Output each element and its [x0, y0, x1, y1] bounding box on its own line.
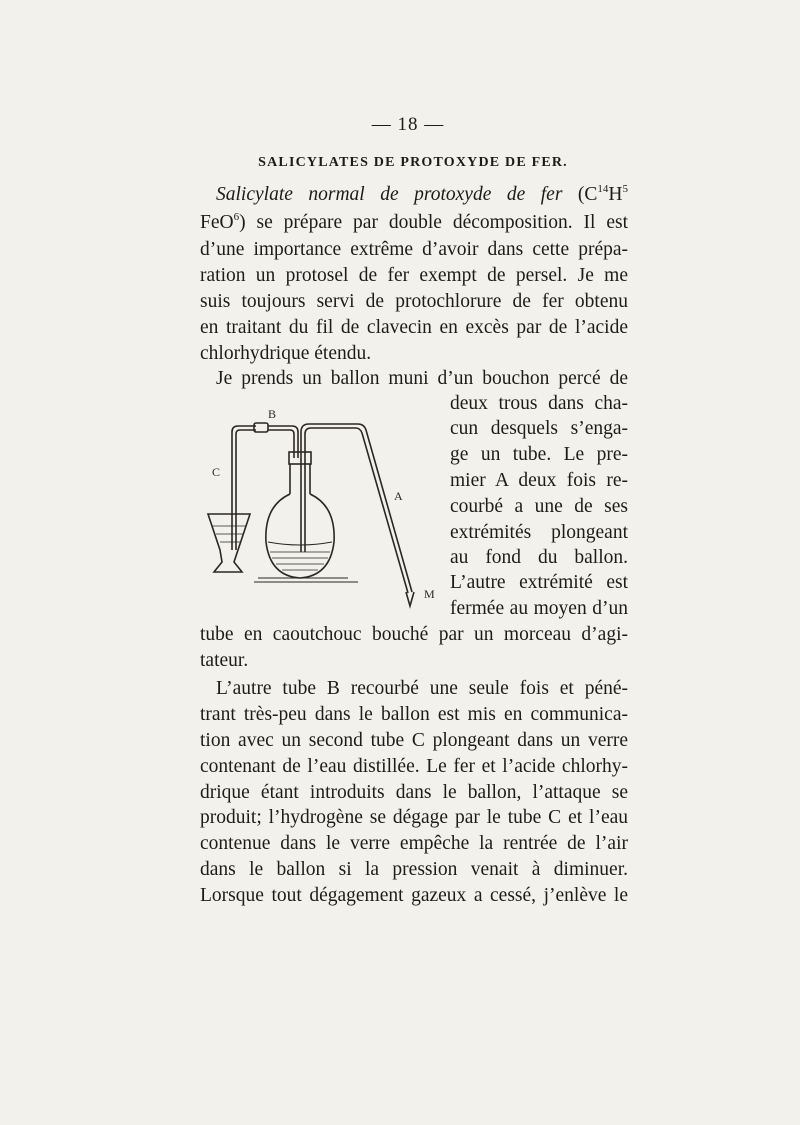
- apparatus-illustration: [198, 402, 448, 612]
- paragraph-2-side-line-5: courbé a une de ses: [450, 496, 628, 517]
- label-c: C: [212, 465, 221, 479]
- label-m: M: [424, 587, 435, 601]
- stopper: [289, 452, 311, 464]
- flask: [266, 494, 334, 578]
- italic-title: Salicylate normal de protoxyde de fer: [216, 184, 563, 205]
- paragraph-1-line-7: chlorhydrique étendu.: [200, 343, 372, 364]
- paragraph-2-line-1: Je prends un ballon muni d’un bouchon percé de: [216, 368, 628, 389]
- paragraph-3-line-1: L’autre tube B recourbé une seule fois et péné-: [216, 678, 628, 699]
- paragraph-1-line-5: suis toujours servi de protochlorure de fer obtenu: [200, 291, 628, 312]
- paragraph-1-line-2: FeO$^6$) se prépare par double décomposition. Il est: [200, 211, 628, 233]
- paragraph-2-side-line-9: fermée au moyen d’un: [450, 598, 628, 619]
- paragraph-2-side-line-8: L’autre extrémité est: [450, 572, 628, 593]
- label-a: A: [394, 489, 403, 503]
- paragraph-2-line-11: tube en caoutchouc bouché par un morceau d’agi-: [200, 624, 628, 645]
- paragraph-3-line-6: produit; l’hydrogène se dégage par le tube C et l’eau: [200, 807, 628, 828]
- apparatus-drawing: [198, 402, 448, 612]
- paragraph-1-line-4: ration un protosel de fer exempt de persel. Je me: [200, 265, 628, 286]
- paragraph-3-line-9: Lorsque tout dégagement gazeux a cessé, j’enlève le: [200, 885, 628, 906]
- paragraph-3-line-5: drique étant introduits dans le ballon, l’attaque se: [200, 782, 628, 803]
- paragraph-1-line-1: Salicylate normal de protoxyde de fer ($C^{14}H^5$: [216, 183, 628, 205]
- paragraph-3-line-2: trant très-peu dans le ballon est mis en communica-: [200, 704, 628, 725]
- paragraph-3-line-7: contenue dans le verre empêche la rentrée de l’air: [200, 833, 628, 854]
- paragraph-3-line-4: contenant de l’eau distillée. Le fer et l’acide chlorhy-: [200, 756, 628, 777]
- paragraph-2-side-line-4: mier A deux fois re-: [450, 470, 628, 491]
- paragraph-3-line-8: dans le ballon si la pression venait à diminuer.: [200, 859, 628, 880]
- connector-b: [254, 423, 268, 432]
- end-m: [406, 592, 414, 606]
- label-b: B: [268, 407, 277, 421]
- paragraph-2-side-line-1: deux trous dans cha-: [450, 393, 628, 414]
- paragraph-2-side-line-3: ge un tube. Le pre-: [450, 444, 628, 465]
- tube-a: [301, 424, 412, 592]
- paragraph-2-side-line-7: au fond du ballon.: [450, 547, 628, 568]
- paragraph-2-side-line-6: extrémités plongeant: [450, 522, 628, 543]
- paragraph-1-line-3: d’une importance extrême d’avoir dans cette prépa-: [200, 239, 628, 260]
- paragraph-3-line-3: tion avec un second tube C plongeant dans un verre: [200, 730, 628, 751]
- paragraph-2-line-12: tateur.: [200, 650, 249, 671]
- page-number: — 18 —: [371, 114, 445, 135]
- water-glass: [208, 514, 250, 572]
- paragraph-2-side-line-2: cun desquels s’enga-: [450, 418, 628, 439]
- section-heading: SALICYLATES DE PROTOXYDE DE FER.: [258, 155, 568, 170]
- paragraph-1-line-6: en traitant du fil de clavecin en excès par de l’acide: [200, 317, 628, 338]
